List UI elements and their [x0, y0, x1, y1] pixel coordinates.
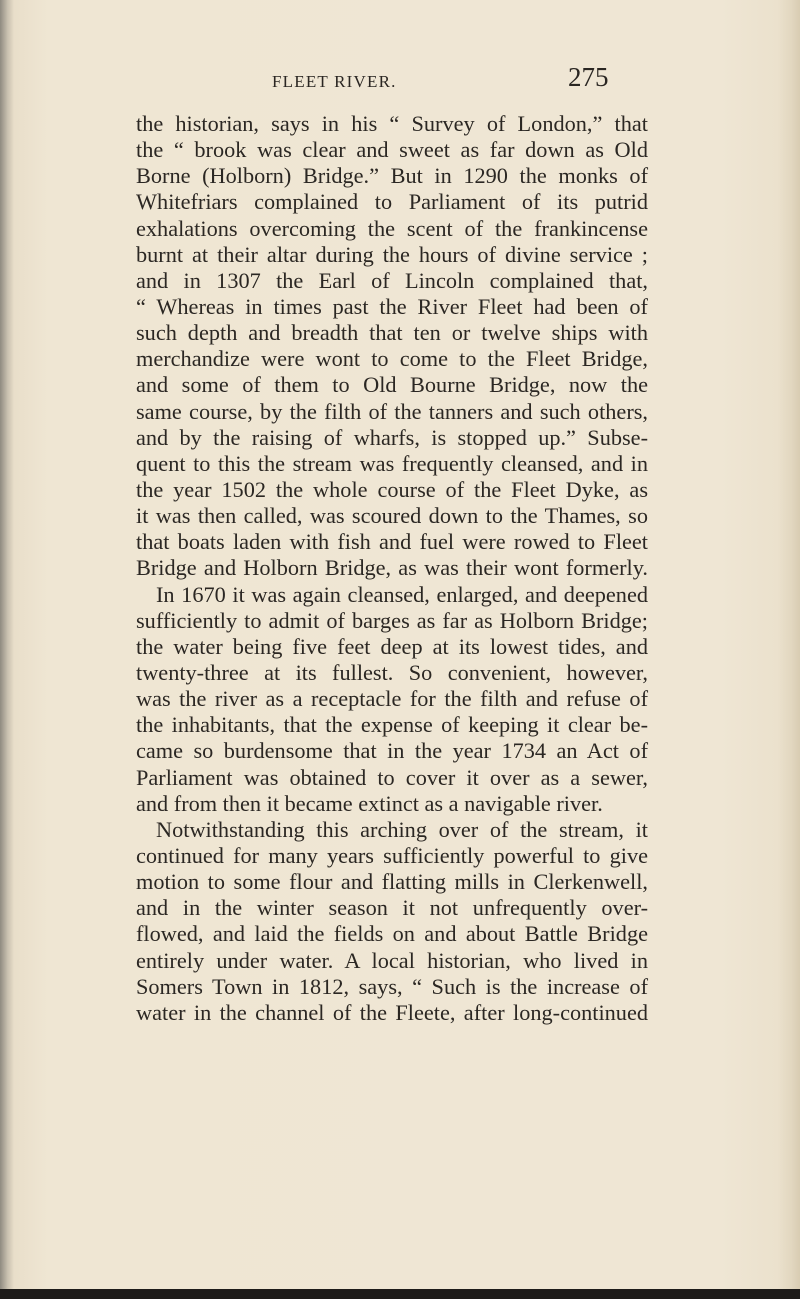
text-line: the inhabitants, that the expense of keeping it clear be- — [136, 712, 648, 738]
text-line: entirely under water. A local historian, who lived in — [136, 947, 648, 973]
text-line: Bridge and Holborn Bridge, as was their wont formerly. — [136, 555, 648, 581]
text-line: sufficiently to admit of barges as far as Holborn Bridge; — [136, 607, 648, 633]
text-line: it was then called, was scoured down to the Thames, so — [136, 503, 648, 529]
text-line: continued for many years sufficiently powerful to give — [136, 842, 648, 868]
text-line: burnt at their altar during the hours of divine service ; — [136, 241, 648, 267]
page-gutter-shadow — [0, 0, 14, 1299]
page-header — [0, 62, 800, 102]
text-line: came so burdensome that in the year 1734 an Act of — [136, 738, 648, 764]
text-line: twenty-three at its fullest. So convenient, however, — [136, 659, 648, 685]
text-line: was the river as a receptacle for the filth and refuse of — [136, 686, 648, 712]
text-line: Somers Town in 1812, says, “ Such is the increase of — [136, 973, 648, 999]
page-edge — [778, 0, 800, 1299]
text-line: Notwithstanding this arching over of the stream, it — [156, 816, 648, 842]
text-line: such depth and breadth that ten or twelve ships with — [136, 320, 648, 346]
text-line: Whitefriars complained to Parliament of its putrid — [136, 189, 648, 215]
text-line: “ Whereas in times past the River Fleet had been of — [136, 293, 648, 319]
text-line: same course, by the filth of the tanners and such others, — [136, 398, 648, 424]
text-line: and from then it became extinct as a navigable river. — [136, 790, 603, 816]
text-line: and some of them to Old Bourne Bridge, now the — [136, 372, 648, 398]
text-line: quent to this the stream was frequently cleansed, and in — [136, 450, 648, 476]
text-line: exhalations overcoming the scent of the frankincense — [136, 215, 648, 241]
body-text — [136, 111, 648, 1026]
text-line: Borne (Holborn) Bridge.” But in 1290 the monks of — [136, 163, 648, 189]
bottom-border — [0, 1289, 800, 1299]
text-line: motion to some flour and flatting mills in Clerkenwell, — [136, 869, 648, 895]
text-line: the “ brook was clear and sweet as far down as Old — [136, 137, 648, 163]
text-line: the water being five feet deep at its lowest tides, and — [136, 633, 648, 659]
text-line: Parliament was obtained to cover it over as a sewer, — [136, 764, 648, 790]
text-line: flowed, and laid the fields on and about Battle Bridge — [136, 921, 648, 947]
text-line: In 1670 it was again cleansed, enlarged, and deepened — [156, 581, 648, 607]
text-line: and in 1307 the Earl of Lincoln complained that, — [136, 267, 648, 293]
text-line: merchandize were wont to come to the Fleet Bridge, — [136, 346, 648, 372]
text-line: the historian, says in his “ Survey of London,” that — [136, 111, 648, 136]
text-line: and by the raising of wharfs, is stopped up.” Subse- — [136, 424, 648, 450]
text-line: that boats laden with fish and fuel were rowed to Fleet — [136, 529, 648, 555]
text-line: and in the winter season it not unfrequently over- — [136, 895, 648, 921]
page-number: 275 — [568, 62, 609, 92]
running-head: FLEET RIVER. — [272, 72, 397, 91]
text-line: water in the channel of the Fleete, after long-continued — [136, 999, 648, 1025]
text-line: the year 1502 the whole course of the Fleet Dyke, as — [136, 476, 648, 502]
